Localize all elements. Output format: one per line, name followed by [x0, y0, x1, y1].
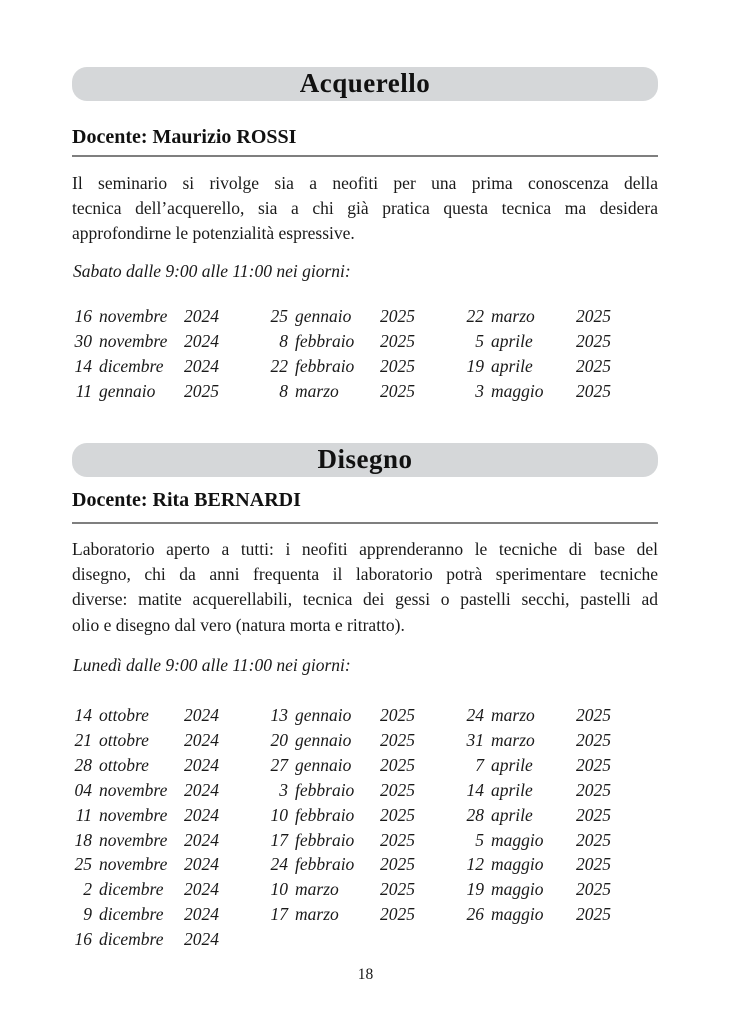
date-day: 11 [75, 804, 92, 825]
date-month: ottobre [99, 705, 149, 725]
date-entry [460, 379, 630, 404]
date-month: novembre [99, 779, 168, 800]
date-month: gennaio [295, 306, 352, 326]
date-entry [264, 703, 434, 728]
date-year: 2025 [380, 331, 415, 351]
date-year: 2024 [184, 356, 219, 376]
section-title: Disegno [317, 443, 413, 474]
date-year: 2025 [576, 879, 611, 900]
date-day: 19 [466, 879, 484, 900]
section-description [72, 537, 658, 638]
description-line: olio e disegno dal vero (natura morta e ritratto). [72, 614, 405, 635]
date-gap [484, 778, 491, 803]
date-day: 24 [270, 854, 288, 875]
date-year: 2024 [184, 879, 219, 900]
date-column [460, 304, 630, 404]
date-year: 2025 [380, 904, 415, 925]
date-month: febbraio [295, 356, 355, 376]
date-day: 25 [74, 854, 92, 875]
date-month: novembre [99, 306, 168, 326]
date-entry [460, 728, 630, 753]
date-day: 26 [466, 904, 484, 925]
date-column [264, 703, 434, 952]
date-year: 2025 [576, 331, 611, 351]
date-gap [484, 354, 491, 379]
date-gap [484, 828, 491, 853]
date-entry [68, 379, 238, 404]
date-gap [484, 803, 491, 828]
date-month: marzo [491, 705, 535, 725]
date-gap [288, 778, 295, 803]
schedule-intro: Sabato dalle 9:00 alle 11:00 nei giorni: [73, 261, 351, 281]
date-month: gennaio [295, 705, 352, 725]
date-month: aprile [491, 804, 533, 825]
date-month: aprile [491, 331, 533, 351]
date-entry [264, 852, 434, 877]
date-entry [264, 354, 434, 379]
date-entry [68, 753, 238, 778]
date-year: 2024 [184, 754, 219, 775]
date-month: gennaio [295, 754, 352, 775]
date-entry [68, 728, 238, 753]
description-line: Il seminario si rivolge sia a neofiti per una prima conoscenza della [72, 173, 658, 193]
date-day: 28 [466, 804, 484, 825]
date-year: 2024 [184, 929, 219, 950]
date-entry [460, 852, 630, 877]
date-gap [484, 877, 491, 902]
date-entry [460, 753, 630, 778]
date-day: 13 [270, 705, 288, 725]
date-day: 5 [475, 331, 484, 351]
date-year: 2025 [576, 804, 611, 825]
date-gap [92, 852, 99, 877]
date-day: 12 [466, 854, 484, 875]
date-day: 16 [74, 929, 92, 950]
date-entry [68, 304, 238, 329]
date-gap [92, 778, 99, 803]
date-year: 2025 [380, 854, 415, 875]
date-month: marzo [295, 879, 339, 900]
date-gap [92, 902, 99, 927]
date-year: 2025 [380, 705, 415, 725]
date-day: 31 [466, 729, 484, 750]
date-gap [92, 304, 99, 329]
date-entry [460, 329, 630, 354]
date-day: 18 [74, 829, 92, 850]
date-gap [92, 927, 99, 952]
date-month: gennaio [99, 381, 156, 401]
date-gap [288, 753, 295, 778]
date-year: 2024 [184, 729, 219, 750]
divider-rule [72, 155, 658, 157]
date-day: 17 [270, 904, 288, 925]
date-gap [288, 902, 295, 927]
date-gap [288, 852, 295, 877]
date-year: 2025 [380, 779, 415, 800]
date-month: marzo [295, 904, 339, 925]
date-gap [288, 828, 295, 853]
date-gap [92, 329, 99, 354]
date-year: 2025 [380, 356, 415, 376]
description-line: approfondirne le potenzialità espressive. [72, 223, 355, 244]
date-gap [92, 753, 99, 778]
date-entry [68, 778, 238, 803]
date-day: 14 [466, 779, 484, 800]
date-year: 2025 [380, 804, 415, 825]
date-month: novembre [99, 854, 168, 875]
date-column [460, 703, 630, 952]
date-gap [484, 304, 491, 329]
dates-table [68, 703, 668, 952]
date-gap [92, 728, 99, 753]
date-entry [68, 803, 238, 828]
section-title: Acquerello [299, 67, 431, 98]
divider-rule [72, 522, 658, 524]
date-day: 25 [270, 306, 288, 326]
date-year: 2025 [380, 754, 415, 775]
page-number: 18 [357, 966, 374, 983]
date-gap [92, 877, 99, 902]
date-entry [264, 778, 434, 803]
description-line: disegno, chi da anni frequenta il laboratorio potrà sperimentare tecniche [72, 564, 658, 585]
date-year: 2024 [184, 705, 219, 725]
date-entry [68, 828, 238, 853]
description-line: tecnica dell’acquerello, sia a chi già pratica questa tecnica ma desidera [72, 198, 658, 219]
date-entry [460, 902, 630, 927]
date-entry [264, 304, 434, 329]
date-year: 2025 [576, 854, 611, 875]
date-month: ottobre [99, 754, 149, 775]
date-month: dicembre [99, 356, 164, 376]
date-gap [484, 753, 491, 778]
date-year: 2025 [380, 729, 415, 750]
date-day: 2 [83, 879, 92, 900]
date-day: 3 [279, 779, 288, 800]
date-year: 2025 [380, 879, 415, 900]
date-entry [460, 877, 630, 902]
date-day: 22 [270, 356, 288, 376]
date-entry [460, 304, 630, 329]
date-month: novembre [99, 804, 168, 825]
date-entry [264, 379, 434, 404]
date-day: 04 [74, 779, 92, 800]
date-month: aprile [491, 754, 533, 775]
date-column [68, 304, 238, 404]
date-day: 16 [74, 306, 92, 326]
date-day: 24 [466, 705, 484, 725]
date-month: maggio [491, 829, 544, 850]
date-month: novembre [99, 331, 168, 351]
date-month: febbraio [295, 779, 355, 800]
date-gap [288, 379, 295, 404]
date-month: dicembre [99, 929, 164, 950]
section-banner-disegno [72, 443, 658, 477]
date-gap [484, 703, 491, 728]
date-gap [288, 304, 295, 329]
date-entry [68, 852, 238, 877]
date-month: febbraio [295, 804, 355, 825]
date-day: 9 [83, 904, 92, 925]
date-month: febbraio [295, 829, 355, 850]
date-year: 2025 [576, 306, 611, 326]
date-month: novembre [99, 829, 168, 850]
date-gap [92, 828, 99, 853]
date-day: 11 [75, 381, 92, 401]
date-year: 2024 [184, 331, 219, 351]
date-day: 14 [74, 356, 92, 376]
date-year: 2025 [576, 779, 611, 800]
date-entry [264, 902, 434, 927]
date-year: 2025 [576, 381, 611, 401]
date-gap [288, 703, 295, 728]
date-year: 2024 [184, 306, 219, 326]
date-gap [484, 902, 491, 927]
date-column [68, 703, 238, 952]
date-month: maggio [491, 904, 544, 925]
date-year: 2024 [184, 829, 219, 850]
date-year: 2024 [184, 779, 219, 800]
date-entry [264, 728, 434, 753]
date-month: dicembre [99, 904, 164, 925]
date-year: 2025 [184, 381, 219, 401]
date-entry [68, 877, 238, 902]
date-month: marzo [491, 306, 535, 326]
date-day: 30 [74, 331, 92, 351]
date-entry [460, 354, 630, 379]
date-month: aprile [491, 779, 533, 800]
date-entry [264, 329, 434, 354]
teacher-heading: Docente: Rita BERNARDI [72, 489, 301, 511]
date-column [264, 304, 434, 404]
date-day: 8 [279, 381, 288, 401]
date-gap [484, 728, 491, 753]
date-gap [288, 877, 295, 902]
date-gap [288, 354, 295, 379]
date-month: marzo [491, 729, 535, 750]
date-day: 28 [74, 754, 92, 775]
date-year: 2025 [380, 829, 415, 850]
date-entry [460, 828, 630, 853]
date-entry [264, 753, 434, 778]
date-year: 2025 [576, 904, 611, 925]
date-day: 3 [475, 381, 484, 401]
date-gap [484, 852, 491, 877]
date-entry [460, 778, 630, 803]
date-month: marzo [295, 381, 339, 401]
date-gap [92, 703, 99, 728]
date-month: maggio [491, 381, 544, 401]
date-year: 2024 [184, 804, 219, 825]
date-gap [288, 803, 295, 828]
date-day: 8 [279, 331, 288, 351]
date-gap [92, 379, 99, 404]
description-line: Laboratorio aperto a tutti: i neofiti apprenderanno le tecniche di base del [72, 539, 658, 559]
teacher-heading: Docente: Maurizio ROSSI [72, 126, 297, 148]
date-month: febbraio [295, 854, 355, 875]
date-day: 17 [270, 829, 288, 850]
date-entry [264, 877, 434, 902]
section-description [72, 171, 658, 247]
schedule-intro: Lunedì dalle 9:00 alle 11:00 nei giorni: [73, 655, 351, 675]
date-day: 7 [475, 754, 484, 775]
date-entry [68, 902, 238, 927]
date-entry [264, 828, 434, 853]
date-month: ottobre [99, 729, 149, 750]
date-year: 2025 [380, 306, 415, 326]
date-day: 10 [270, 804, 288, 825]
date-gap [288, 728, 295, 753]
date-entry [68, 354, 238, 379]
dates-table [68, 304, 668, 404]
date-year: 2024 [184, 904, 219, 925]
date-year: 2025 [576, 754, 611, 775]
date-entry [68, 703, 238, 728]
date-day: 10 [270, 879, 288, 900]
date-gap [92, 354, 99, 379]
section-banner-acquerello [72, 67, 658, 101]
date-gap [288, 329, 295, 354]
date-entry [68, 927, 238, 952]
date-month: maggio [491, 879, 544, 900]
date-year: 2025 [576, 705, 611, 725]
date-entry [68, 329, 238, 354]
date-gap [92, 803, 99, 828]
date-entry [460, 703, 630, 728]
date-month: dicembre [99, 879, 164, 900]
date-day: 20 [270, 729, 288, 750]
date-day: 5 [475, 829, 484, 850]
date-entry [264, 803, 434, 828]
date-day: 14 [74, 705, 92, 725]
date-gap [484, 379, 491, 404]
date-month: gennaio [295, 729, 352, 750]
date-year: 2025 [576, 356, 611, 376]
date-day: 21 [74, 729, 92, 750]
date-month: febbraio [295, 331, 355, 351]
date-year: 2025 [576, 829, 611, 850]
date-day: 19 [466, 356, 484, 376]
description-line: diverse: matite acquerellabili, tecnica dei gessi o pastelli secchi, pastelli ad [72, 589, 658, 610]
date-year: 2025 [576, 729, 611, 750]
date-month: maggio [491, 854, 544, 875]
date-day: 27 [270, 754, 288, 775]
date-entry [460, 803, 630, 828]
date-month: aprile [491, 356, 533, 376]
date-year: 2024 [184, 854, 219, 875]
date-day: 22 [466, 306, 484, 326]
date-gap [484, 329, 491, 354]
date-year: 2025 [380, 381, 415, 401]
